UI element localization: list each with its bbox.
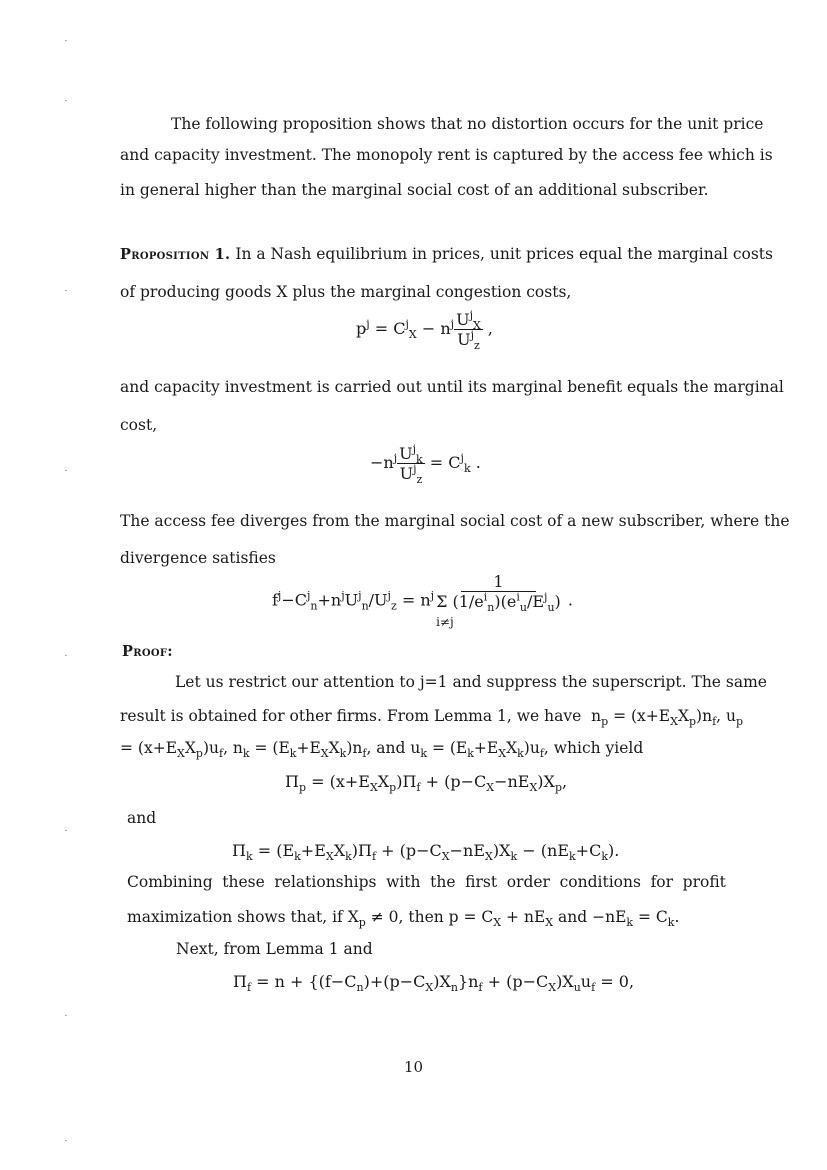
proof-line-next: Next, from Lemma 1 and — [176, 940, 373, 958]
word: conditions — [559, 873, 641, 891]
word: these — [222, 873, 265, 891]
word: the — [430, 873, 456, 891]
equation-profit-k: $\Pi_k = (E_k+E_XX_k)\Pi_f + (p-C_X-nE_X)X_k - (nE_k+C_k)$. — [232, 841, 620, 864]
equation-access-fee: $f^j-C^j_n+n^jU^j_n/U^j_z = n^j$ 1 Σ $(1/e^i_n)(e^i_u/E^j_u)$ i≠j . — [272, 572, 573, 629]
page-number: 10 — [403, 1058, 424, 1076]
proposition-line-1 — [120, 247, 773, 263]
proof-line-1: Let us restrict our attention to j=1 and suppress the superscript. The same — [175, 673, 767, 691]
proposition-text-1: In a Nash equilibrium in prices, unit prices equal the marginal costs — [235, 245, 773, 263]
proof-line-2-text: result is obtained for other firms. From Lemma 1, we have — [120, 707, 582, 725]
proof-max-text: maximization shows that, if X — [127, 908, 359, 926]
word: for — [650, 873, 674, 891]
proposition-line-2: of producing goods X plus the marginal congestion costs, — [120, 283, 572, 301]
equation-unit-price: $p^j = C^j_X - n^j$ $\frac{U^j_X}{U^j_z}$ , — [356, 308, 493, 353]
word: order — [506, 873, 550, 891]
equation-profit-f: $\Pi_f = n + \{(f-C_n)+(p-C_X)X_n\}n_f + (p-C_X)X_uu_f = 0$, — [233, 972, 635, 995]
proof-line-3: = $(x+E_XX_p)u_f$, $n_k = (E_k+E_XX_k)n_f$, and $u_k = (E_k+E_XX_k)u_f$, which yield — [120, 739, 644, 761]
proposition-line-3: and capacity investment is carried out until its marginal benefit equals the marginal — [120, 378, 784, 396]
word: relationships — [274, 873, 377, 891]
intro-line-1: The following proposition shows that no distortion occurs for the unit price — [171, 115, 764, 133]
word: Combining — [127, 873, 213, 891]
equation-capacity: $-n^j$ $\frac{U^j_k}{U^j_z}$ = $C^j_k$ . — [370, 442, 481, 487]
word: first — [465, 873, 498, 891]
proposition-line-4: cost, — [120, 416, 158, 434]
proof-and: and — [127, 809, 157, 827]
proof-label: Proof: — [122, 643, 173, 660]
intro-line-3: in general higher than the marginal social cost of an additional subscriber. — [120, 181, 709, 199]
proposition-line-5: The access fee diverges from the marginal social cost of a new subscriber, where the — [120, 512, 790, 530]
proof-line-combining — [127, 875, 726, 891]
word: with — [386, 873, 421, 891]
equation-profit-p: $\Pi_p = (x+E_XX_p)\Pi_f + (p-C_X-nE_X)X_p$, — [285, 772, 568, 795]
proposition-label: Proposition 1. — [120, 246, 231, 263]
word: profit — [682, 873, 726, 891]
proof-line-2: result is obtained for other firms. From Lemma 1, we have $n_p = (x+E_XX_p)n_f$, $u_p$ — [120, 707, 744, 729]
proposition-line-6: divergence satisfies — [120, 549, 276, 567]
intro-line-2: and capacity investment. The monopoly rent is captured by the access fee which is — [120, 146, 773, 164]
proof-line-maximization: maximization shows that, if $X_p \ne 0$, then $p = C_X + nE_X$ and $-nE_k = C_k$. — [127, 908, 680, 930]
